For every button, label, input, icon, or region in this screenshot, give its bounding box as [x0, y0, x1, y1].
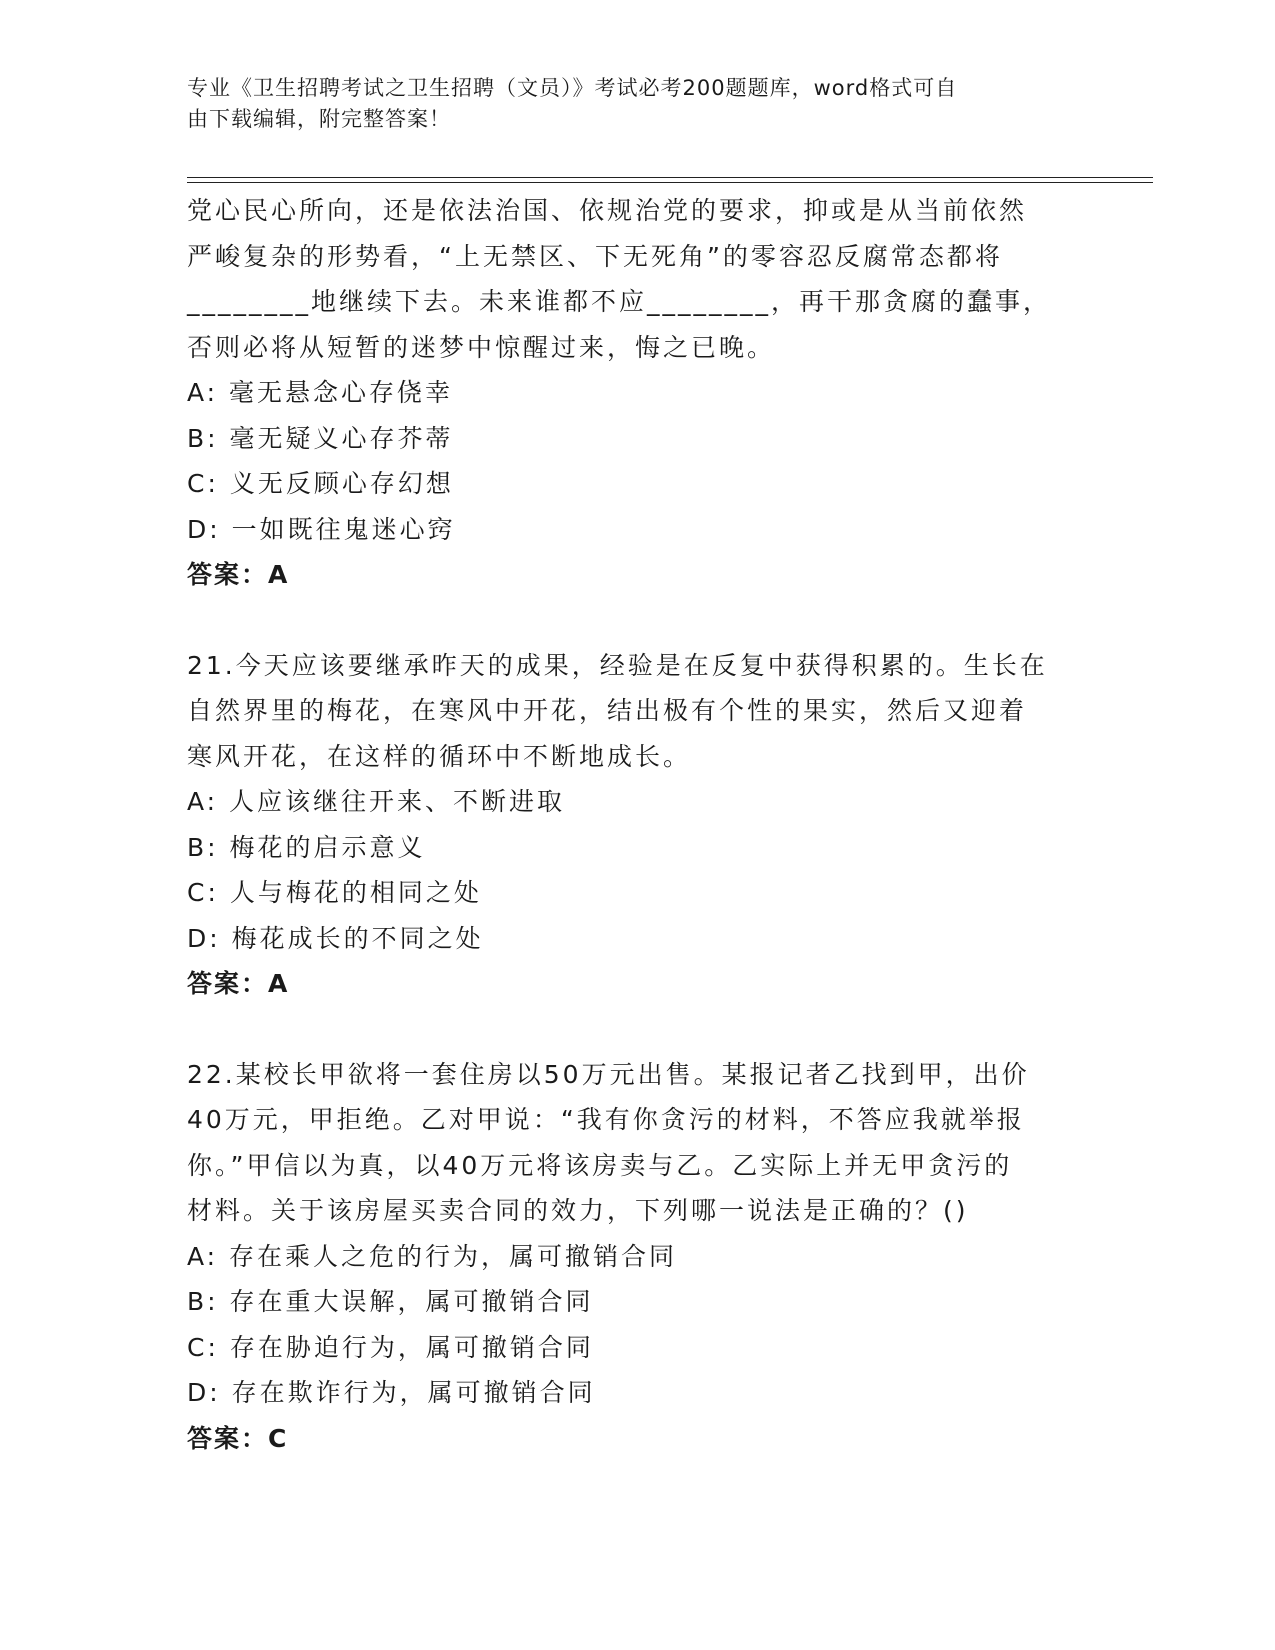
option-b: B: 毫无疑义心存芥蒂 — [187, 423, 454, 453]
header-line-1: 专业《卫生招聘考试之卫生招聘（文员）》考试必考200题题库，word格式可自 — [187, 76, 958, 100]
option-b: B: 存在重大误解，属可撤销合同 — [187, 1287, 594, 1316]
answer-label: 答案：A — [187, 560, 290, 589]
question-stem-line: 严峻复杂的形势看，“上无禁区、下无死角”的零容忍反腐常态都将 — [187, 241, 1003, 271]
question-21 — [187, 643, 1087, 1007]
question-stem-line: 材料。关于该房屋买卖合同的效力，下列哪一说法是正确的？() — [187, 1196, 969, 1225]
question-stem-line: 40万元，甲拒绝。乙对甲说：“我有你贪污的材料，不答应我就举报 — [187, 1105, 1025, 1134]
question-stem-line: 21.今天应该要继承昨天的成果，经验是在反复中获得积累的。生长在 — [187, 650, 1048, 680]
option-d: D: 存在欺诈行为，属可撤销合同 — [187, 1378, 596, 1407]
question-22 — [187, 1052, 1087, 1462]
option-c: C: 存在胁迫行为，属可撤销合同 — [187, 1332, 594, 1362]
page-header — [187, 73, 1067, 135]
option-c: C: 义无反顾心存幻想 — [187, 469, 454, 498]
header-divider-thick — [187, 177, 1153, 178]
option-a: A: 存在乘人之危的行为，属可撤销合同 — [187, 1241, 678, 1271]
answer-label: 答案：A — [187, 969, 290, 998]
option-b: B: 梅花的启示意义 — [187, 832, 426, 862]
option-d: D: 梅花成长的不同之处 — [187, 923, 484, 953]
question-stem-line: 22.某校长甲欲将一套住房以50万元出售。某报记者乙找到甲，出价 — [187, 1059, 1030, 1089]
option-d: D: 一如既往鬼迷心窍 — [187, 514, 456, 544]
option-a: A: 毫无悬念心存侥幸 — [187, 378, 454, 407]
answer-label: 答案：C — [187, 1423, 289, 1453]
option-a: A: 人应该继往开来、不断进取 — [187, 787, 566, 816]
question-stem-line: 寒风开花，在这样的循环中不断地成长。 — [187, 741, 692, 771]
question-20 — [187, 188, 1087, 598]
document-body — [187, 188, 1087, 1461]
header-divider-thin — [187, 182, 1153, 183]
question-stem-line: 你。”甲信以为真，以40万元将该房卖与乙。乙实际上并无甲贪污的 — [187, 1150, 1013, 1180]
question-stem-line: 自然界里的梅花，在寒风中开花，结出极有个性的果实，然后又迎着 — [187, 696, 1028, 725]
question-stem-line: ________地继续下去。未来谁都不应________，再干那贪腐的蠢事， — [187, 287, 1052, 316]
option-c: C: 人与梅花的相同之处 — [187, 878, 482, 907]
question-stem-line: 党心民心所向，还是依法治国、依规治党的要求，抑或是从当前依然 — [187, 196, 1028, 225]
question-stem-line: 否则必将从短暂的迷梦中惊醒过来，悔之已晚。 — [187, 332, 776, 362]
header-line-2: 由下载编辑，附完整答案！ — [187, 107, 451, 131]
